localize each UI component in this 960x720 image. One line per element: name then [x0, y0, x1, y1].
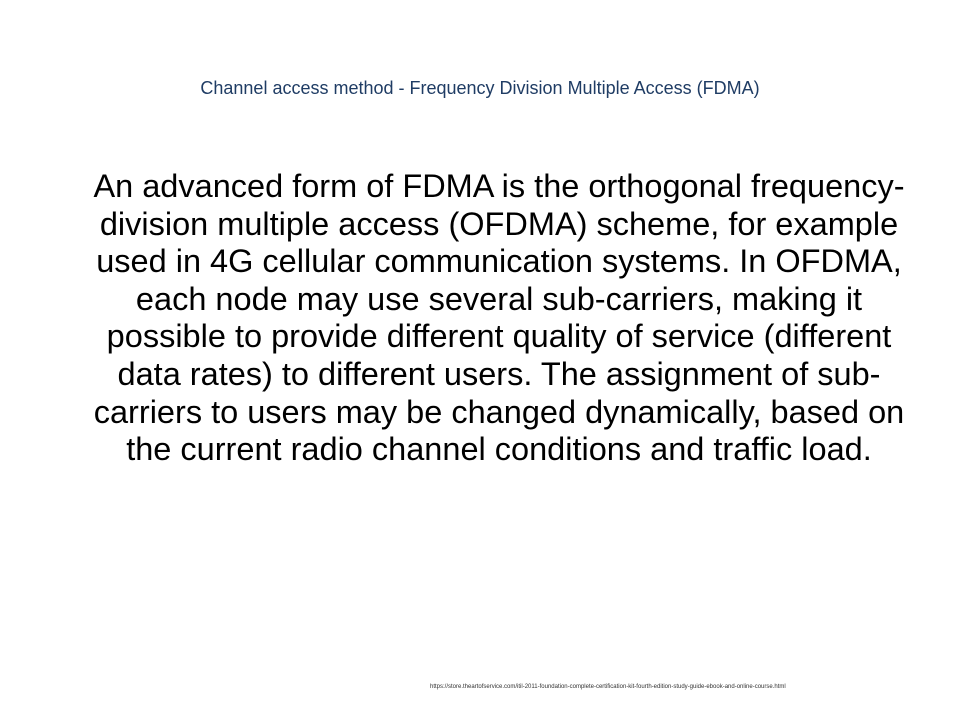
slide-title: Channel access method - Frequency Division Multiple Access (FDMA) [200, 78, 760, 98]
slide-body-text: An advanced form of FDMA is the orthogonal frequency-division multiple access (OFDMA) scheme, for example used in 4G cellular communication systems. In OFDMA, each node may use several sub-carriers, making it possible to provide different quality of service (different data rates) to different users. The assignment of sub-carriers to users may be changed dynamically, based on the current radio channel conditions and traffic load. [93, 168, 905, 468]
source-url-link[interactable]: https://store.theartofservice.com/itil-2011-foundation-complete-certification-kit-fourth-edition-study-guide-ebook-and-online-course.html [430, 684, 786, 690]
